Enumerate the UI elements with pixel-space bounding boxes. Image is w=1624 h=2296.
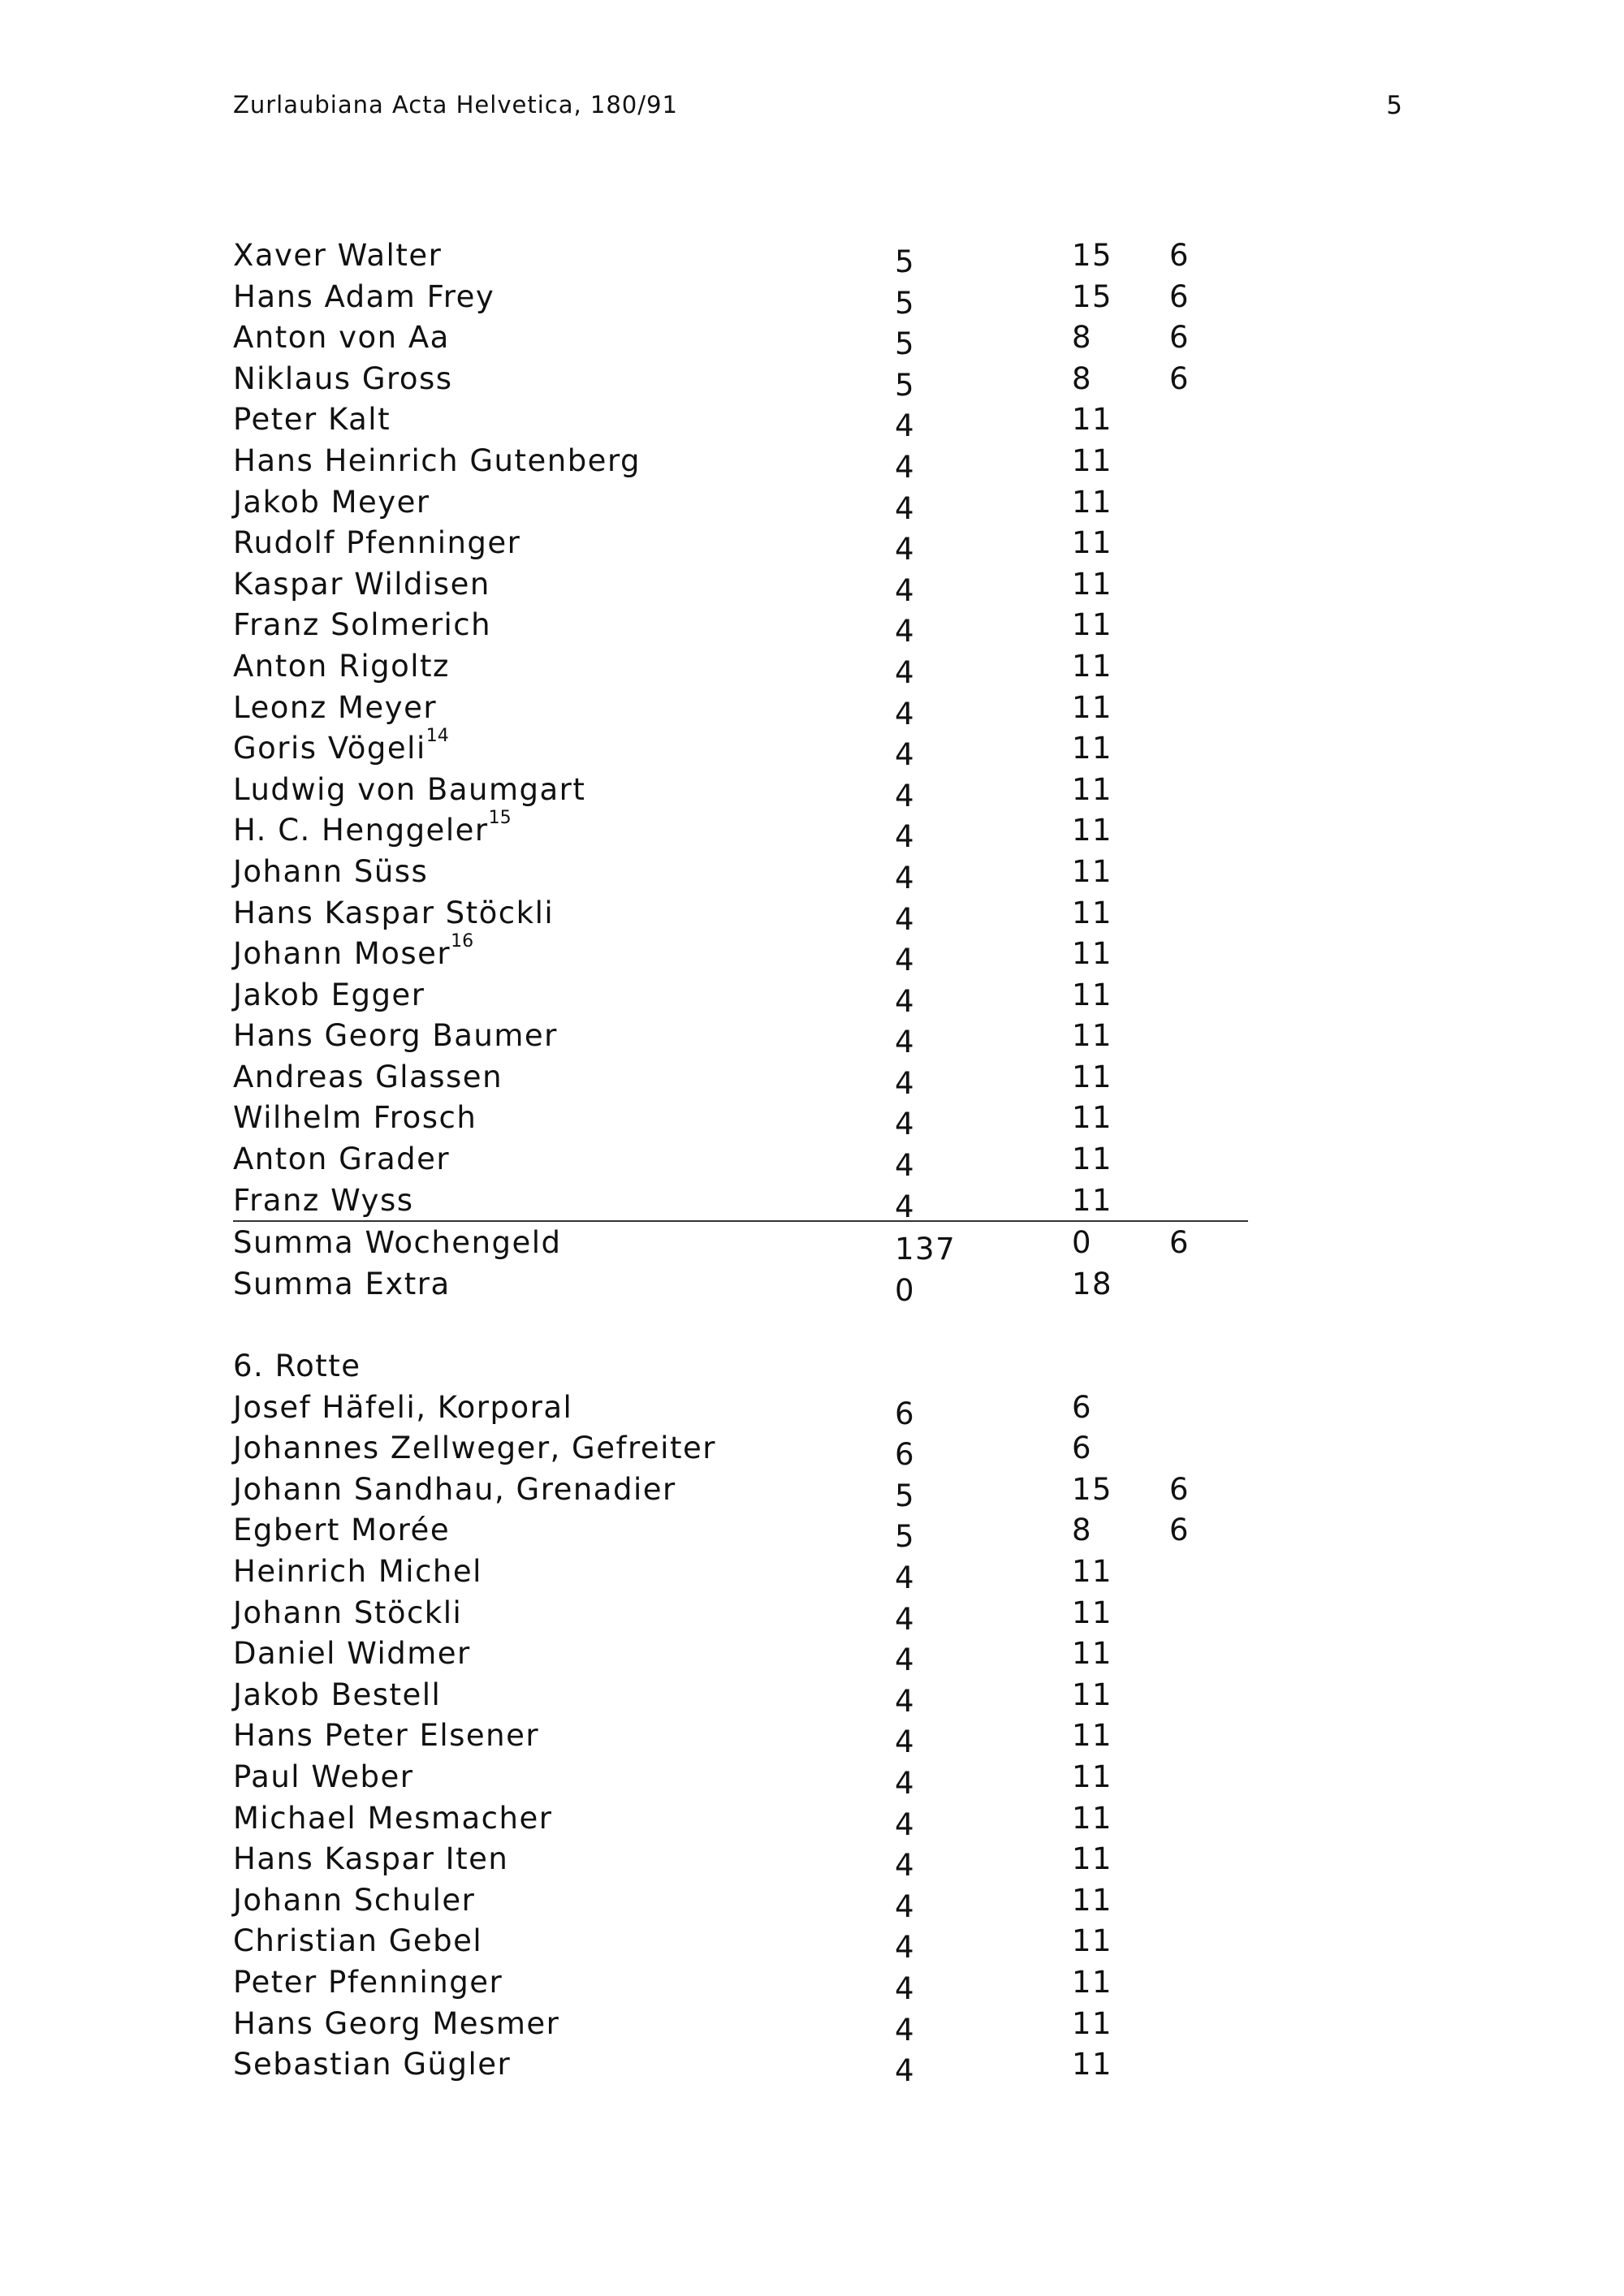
value-col-2: 11 — [1072, 977, 1113, 1012]
entry-name — [233, 320, 450, 355]
value-col-2: 11 — [1072, 1059, 1113, 1094]
value-col-2: 11 — [1072, 689, 1113, 725]
entry-name — [233, 1142, 450, 1176]
value-col-1: 6 — [895, 1396, 916, 1431]
bottom-rows-group — [233, 1387, 1248, 2089]
value-col-1: 4 — [895, 943, 916, 978]
table-row — [233, 1920, 1248, 1966]
value-col-1: 4 — [895, 614, 916, 650]
table-row — [233, 1427, 1248, 1473]
value-col-2: 11 — [1072, 1142, 1113, 1177]
value-col-2: 11 — [1072, 731, 1113, 766]
value-col-1: 137 — [895, 1232, 957, 1267]
entry-name — [233, 607, 491, 642]
entry-name-text: Johann Süss — [233, 853, 429, 889]
entry-name — [233, 485, 430, 520]
table-row — [233, 1469, 1248, 1513]
value-col-1: 4 — [895, 1560, 916, 1595]
entry-name-text: Johann Stöckli — [233, 1595, 463, 1630]
entry-name — [233, 238, 442, 273]
value-col-1: 4 — [895, 654, 916, 690]
table-row — [233, 1838, 1248, 1884]
value-col-2: 11 — [1072, 1182, 1113, 1218]
table-row — [233, 1138, 1248, 1184]
entry-name — [233, 1883, 475, 1918]
entry-name-text: Egbert Morée — [233, 1513, 451, 1548]
value-col-1: 4 — [895, 572, 916, 608]
entry-name-text: Sebastian Gügler — [233, 2047, 512, 2082]
entry-name-text: Franz Wyss — [233, 1182, 414, 1218]
value-col-1: 4 — [895, 1888, 916, 1924]
entry-name-text: Jakob Egger — [233, 977, 425, 1012]
value-col-1: 4 — [895, 1806, 916, 1842]
entry-name-text: Ludwig von Baumgart — [233, 771, 586, 807]
value-col-2: 6 — [1072, 1389, 1093, 1425]
entry-name-text: Rudolf Pfenninger — [233, 525, 521, 561]
table-row — [233, 563, 1248, 608]
value-col-1: 4 — [895, 2012, 916, 2048]
table-row — [233, 726, 1248, 773]
value-col-1: 4 — [895, 408, 916, 444]
value-col-1: 4 — [895, 737, 916, 773]
value-col-2: 11 — [1072, 525, 1113, 561]
entry-name-text: Hans Peter Elsener — [233, 1718, 540, 1754]
value-col-2: 11 — [1072, 1718, 1113, 1754]
entry-name-text: Anton Grader — [233, 1142, 451, 1177]
table-row — [233, 276, 1248, 321]
entry-name-text: Johann Moser — [233, 936, 451, 972]
value-col-2: 8 — [1072, 360, 1093, 396]
value-col-2: 11 — [1072, 1800, 1113, 1836]
entry-name — [233, 361, 453, 396]
table-row — [233, 1880, 1248, 1924]
entry-name-text: Paul Weber — [233, 1759, 414, 1794]
table-row — [233, 2003, 1248, 2048]
table-row — [233, 358, 1248, 403]
entry-name-text: Summa Extra — [233, 1266, 451, 1301]
value-col-1: 4 — [895, 696, 916, 732]
table-row — [233, 931, 1248, 978]
value-col-2: 15 — [1072, 238, 1113, 273]
entry-name-text: Niklaus Gross — [233, 360, 453, 396]
entry-name-text: Hans Georg Baumer — [233, 1018, 558, 1054]
value-col-2: 11 — [1072, 484, 1113, 520]
value-col-2: 11 — [1072, 1882, 1113, 1918]
value-col-2: 11 — [1072, 1677, 1113, 1712]
table-row — [233, 1715, 1248, 1760]
value-col-2: 15 — [1072, 1471, 1113, 1507]
table-row — [233, 645, 1248, 690]
table-row — [233, 317, 1248, 362]
value-col-1: 4 — [895, 1148, 916, 1184]
section-gap — [233, 1304, 1248, 1345]
entry-name-text: Kaspar Wildisen — [233, 566, 490, 602]
entry-name-text: Andreas Glassen — [233, 1059, 503, 1094]
value-col-3: 6 — [1169, 1471, 1190, 1507]
value-col-1: 4 — [895, 983, 916, 1019]
total-row — [233, 1263, 1248, 1308]
table-row — [233, 1180, 1248, 1223]
entry-name-text: Daniel Widmer — [233, 1636, 471, 1672]
value-col-1: 6 — [895, 1437, 916, 1473]
value-col-1: 5 — [895, 1519, 916, 1555]
entry-name — [233, 567, 490, 602]
table-row — [233, 1056, 1248, 1101]
value-col-2: 11 — [1072, 936, 1113, 972]
entry-name-text: Heinrich Michel — [233, 1554, 482, 1589]
entry-name — [233, 279, 495, 314]
value-col-1: 4 — [895, 1683, 916, 1719]
value-col-3: 6 — [1169, 360, 1190, 396]
entry-name — [233, 1677, 441, 1712]
entry-name — [233, 2006, 559, 2041]
page-header — [233, 91, 1402, 132]
value-col-2: 0 — [1072, 1225, 1093, 1261]
value-col-2: 11 — [1072, 1759, 1113, 1794]
table-row — [233, 1551, 1248, 1595]
table-row — [233, 687, 1248, 732]
entry-name-text: Peter Kalt — [233, 402, 391, 438]
value-col-1: 4 — [895, 1107, 916, 1142]
entry-name — [233, 1431, 716, 1465]
footnote-marker: 15 — [488, 808, 512, 829]
value-col-1: 4 — [895, 1848, 916, 1884]
table-row — [233, 1097, 1248, 1142]
value-col-2: 11 — [1072, 1018, 1113, 1054]
entry-name-text: Summa Wochengeld — [233, 1225, 562, 1261]
table-row — [233, 1674, 1248, 1719]
value-col-2: 11 — [1072, 648, 1113, 684]
entry-name — [233, 978, 425, 1012]
table-row — [233, 440, 1248, 485]
value-col-1: 4 — [895, 1189, 916, 1224]
value-col-3: 6 — [1169, 320, 1190, 356]
table-row — [233, 2044, 1248, 2089]
entry-name — [233, 1759, 413, 1794]
table-row — [233, 399, 1248, 444]
top-rows-group — [233, 235, 1248, 1222]
entry-name-text: Hans Kaspar Stöckli — [233, 895, 555, 930]
entry-name — [233, 402, 391, 437]
table-row — [233, 1633, 1248, 1678]
value-col-2: 11 — [1072, 566, 1113, 602]
value-col-1: 5 — [895, 1478, 916, 1513]
table-row — [233, 481, 1248, 526]
value-col-2: 11 — [1072, 853, 1113, 889]
value-col-1: 4 — [895, 1970, 916, 2006]
value-col-2: 8 — [1072, 320, 1093, 356]
entry-name — [233, 854, 428, 889]
value-col-2: 11 — [1072, 1100, 1113, 1136]
total-row — [233, 1222, 1248, 1267]
entry-name-text: Johann Schuler — [233, 1882, 476, 1918]
value-col-2: 11 — [1072, 2005, 1113, 2041]
value-col-2: 11 — [1072, 1595, 1113, 1630]
value-col-1: 4 — [895, 1025, 916, 1060]
entry-name-text: Jakob Bestell — [233, 1677, 442, 1712]
entry-name — [233, 726, 449, 766]
value-col-2: 11 — [1072, 1923, 1113, 1959]
value-col-2: 11 — [1072, 813, 1113, 848]
value-col-2: 8 — [1072, 1513, 1093, 1548]
value-col-1: 5 — [895, 367, 916, 403]
value-col-1: 0 — [895, 1272, 916, 1308]
entry-name-text: Josef Häfeli, Korporal — [233, 1389, 573, 1425]
footnote-marker: 16 — [451, 931, 474, 952]
entry-name — [233, 649, 450, 684]
entry-name-text: Anton Rigoltz — [233, 648, 450, 684]
entry-name — [233, 1801, 552, 1836]
value-col-2: 11 — [1072, 1554, 1113, 1589]
table-row — [233, 235, 1248, 279]
value-col-2: 11 — [1072, 442, 1113, 478]
totals-group — [233, 1222, 1248, 1308]
entry-name — [233, 2047, 511, 2082]
value-col-1: 5 — [895, 285, 916, 321]
value-col-2: 18 — [1072, 1266, 1113, 1301]
entry-name — [233, 443, 641, 478]
entry-name — [233, 1513, 450, 1547]
section-title: 6. Rotte — [233, 1349, 361, 1384]
entry-name-text: H. C. Henggeler — [233, 813, 489, 848]
footnote-marker: 14 — [425, 726, 449, 747]
entry-name-text: Franz Solmerich — [233, 607, 492, 643]
table-row — [233, 522, 1248, 568]
entry-name — [233, 931, 474, 972]
value-col-1: 4 — [895, 778, 916, 814]
value-col-3: 6 — [1169, 1513, 1190, 1548]
entry-name — [233, 1472, 676, 1507]
running-title: Zurlaubiana Acta Helvetica, 180/91 — [233, 91, 678, 119]
value-col-1: 4 — [895, 1930, 916, 1966]
entry-name-text: Wilhelm Frosch — [233, 1100, 477, 1136]
value-col-2: 11 — [1072, 402, 1113, 438]
entry-name — [233, 1018, 558, 1053]
table-row — [233, 604, 1248, 650]
entry-name — [233, 525, 520, 560]
entry-name — [233, 1636, 471, 1671]
entry-name — [233, 1595, 462, 1630]
value-col-1: 4 — [895, 1065, 916, 1101]
entry-name-text: Jakob Meyer — [233, 484, 430, 520]
value-col-1: 4 — [895, 901, 916, 937]
section-heading — [233, 1345, 1248, 1387]
value-col-1: 4 — [895, 1724, 916, 1760]
table-row — [233, 851, 1248, 896]
value-col-2: 11 — [1072, 1964, 1113, 2000]
entry-name — [233, 772, 585, 807]
table-row — [233, 808, 1248, 855]
value-col-2: 11 — [1072, 895, 1113, 930]
entry-name — [233, 808, 512, 848]
entry-name — [233, 690, 437, 725]
value-col-2: 11 — [1072, 2047, 1113, 2082]
value-col-1: 4 — [895, 1601, 916, 1637]
value-col-2: 6 — [1072, 1431, 1093, 1466]
value-col-1: 4 — [895, 819, 916, 855]
value-col-2: 15 — [1072, 278, 1113, 314]
value-col-3: 6 — [1169, 238, 1190, 273]
entry-name — [233, 896, 554, 930]
value-col-1: 4 — [895, 860, 916, 896]
table-row — [233, 1387, 1248, 1431]
value-col-2: 11 — [1072, 771, 1113, 807]
page-number: 5 — [1386, 91, 1402, 120]
value-col-1: 4 — [895, 490, 916, 526]
entry-name — [233, 1554, 482, 1589]
value-col-2: 11 — [1072, 1636, 1113, 1672]
entry-name-text: Hans Adam Frey — [233, 278, 495, 314]
value-col-1: 4 — [895, 532, 916, 568]
table-row — [233, 769, 1248, 814]
entry-name — [233, 1183, 414, 1218]
table-row — [233, 974, 1248, 1019]
entry-name — [233, 1841, 508, 1876]
table-row — [233, 892, 1248, 937]
value-col-1: 5 — [895, 326, 916, 362]
entry-name-text: Hans Heinrich Gutenberg — [233, 442, 641, 478]
table-row — [233, 1962, 1248, 2006]
entry-name-text: Hans Georg Mesmer — [233, 2005, 560, 2041]
value-col-1: 4 — [895, 449, 916, 485]
entry-name-text: Goris Vögeli — [233, 731, 426, 766]
entry-name-text: Peter Pfenninger — [233, 1964, 503, 2000]
entry-name-text: Michael Mesmacher — [233, 1800, 553, 1836]
entry-name-text: Johann Sandhau, Grenadier — [233, 1471, 676, 1507]
table-row — [233, 1756, 1248, 1801]
entry-name-text: Anton von Aa — [233, 320, 450, 356]
value-col-1: 5 — [895, 244, 916, 279]
entry-name — [233, 1267, 451, 1301]
entry-name — [233, 1965, 503, 2000]
entry-name-text: Leonz Meyer — [233, 689, 438, 725]
entry-name — [233, 1390, 572, 1425]
table-row — [233, 1798, 1248, 1842]
entry-name — [233, 1718, 539, 1753]
entry-name-text: Xaver Walter — [233, 238, 443, 273]
value-col-2: 11 — [1072, 607, 1113, 643]
table-row — [233, 1592, 1248, 1637]
value-col-1: 4 — [895, 2053, 916, 2089]
entry-name — [233, 1060, 503, 1094]
entry-name-text: Hans Kaspar Iten — [233, 1841, 509, 1877]
value-col-3: 6 — [1169, 278, 1190, 314]
entry-name-text: Johannes Zellweger, Gefreiter — [233, 1431, 716, 1466]
table-row — [233, 1509, 1248, 1555]
value-col-1: 4 — [895, 1765, 916, 1801]
value-col-3: 6 — [1169, 1225, 1190, 1261]
ledger-table — [233, 235, 1248, 2089]
value-col-2: 11 — [1072, 1841, 1113, 1877]
entry-name — [233, 1100, 477, 1135]
entry-name-text: Christian Gebel — [233, 1923, 483, 1959]
table-row — [233, 1015, 1248, 1060]
value-col-1: 4 — [895, 1642, 916, 1678]
entry-name — [233, 1225, 562, 1260]
entry-name — [233, 1923, 482, 1958]
